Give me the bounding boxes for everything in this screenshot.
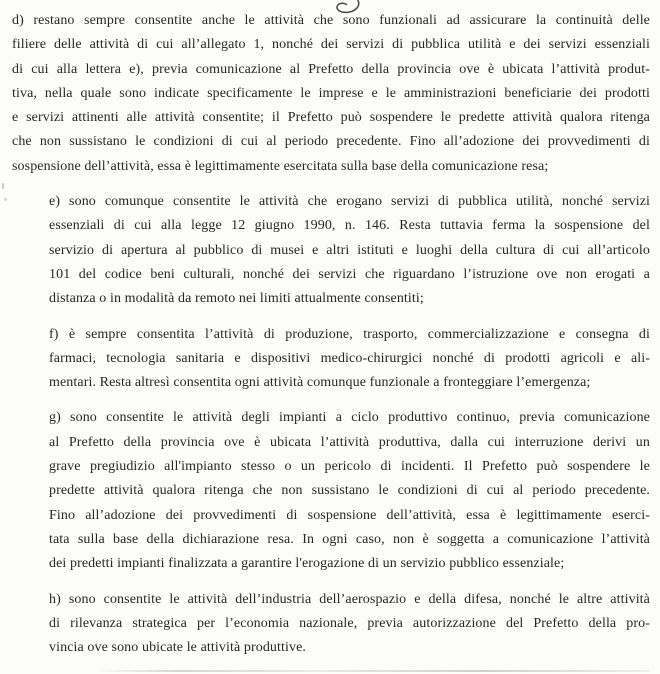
text-line: al Prefetto della provincia ove è ubicata l’attività produttiva, dalla cui interruzione derivi un: [49, 434, 650, 450]
scan-streak-artifact: [95, 670, 650, 672]
text-line: e) sono comunque consentite le attività che erogano servizi di pubblica utilità, nonché servizi: [49, 194, 650, 210]
text-line: di cui alla lettera e), previa comunicazione al Prefetto della provincia ove è ubicata l’attività produt-: [12, 61, 650, 77]
text-line: Fino all’adozione dei provvedimenti di sospensione dell’attività, essa è legittimamente eserci-: [49, 507, 650, 523]
text-line: g) sono consentite le attività degli impianti a ciclo produttivo continuo, previa comunicazione: [49, 410, 650, 426]
paragraph-f: [49, 323, 650, 396]
text-line: essenziali di cui alla legge 12 giugno 1990, n. 146. Resta tuttavia ferma la sospensione del: [49, 218, 650, 234]
text-line: dei predetti impianti finalizzata a garantire l'erogazione di un servizio pubblico essenziale;: [49, 556, 565, 572]
paragraph-e: [49, 190, 650, 311]
text-line: vincia ove sono ubicate le attività produttive.: [49, 640, 307, 656]
paragraph-h: [49, 588, 650, 661]
text-line: sospensione dell’attività, essa è legittimamente esercitata sulla base della comunicazione resa;: [12, 158, 549, 174]
scan-speck-artifact: [4, 198, 7, 201]
text-line: mentari. Resta altresì consentita ogni attività comunque funzionale a fronteggiare l’emergenza;: [49, 375, 591, 391]
text-line: servizio di apertura al pubblico di musei e altri istituti e luoghi della cultura di cui all’articolo: [49, 242, 650, 258]
text-line: di rilevanza strategica per l’economia nazionale, previa autorizzazione del Prefetto della pro-: [49, 615, 650, 631]
text-line: filiere delle attività di cui all’allegato 1, nonché dei servizi di pubblica utilità e dei servizi essenziali: [12, 37, 650, 53]
text-line: farmaci, tecnologia sanitaria e dispositivi medico-chirurgici nonché di prodotti agricoli e ali-: [49, 350, 650, 366]
text-line: che non sussistano le condizioni di cui al periodo precedente. Fino all’adozione dei provvedimenti di: [12, 134, 650, 150]
text-line: h) sono consentite le attività dell’industria dell’aerospazio e della difesa, nonché le altre attività: [49, 591, 650, 607]
text-line: predette attività qualora ritenga che non sussistano le condizioni di cui al periodo precedente.: [49, 483, 650, 499]
text-line: distanza o in modalità da remoto nei limiti attualmente consentiti;: [49, 291, 424, 307]
text-line: tata sulla base della dichiarazione resa. In ogni caso, non è soggetta a comunicazione l’attività: [49, 531, 650, 547]
text-line: e servizi attinenti alle attività consentite; il Prefetto può sospendere le predette attività qualora ritenga: [12, 110, 650, 126]
paragraph-g: [49, 406, 650, 576]
paragraph-d: [12, 9, 650, 179]
text-line: grave pregiudizio all'impianto stesso o un pericolo di incidenti. Il Prefetto può sospendere le: [49, 459, 650, 475]
scan-speck-artifact: [2, 183, 4, 189]
document-page: [12, 9, 650, 660]
text-line: f) è sempre consentita l’attività di produzione, trasporto, commercializzazione e consegna di: [49, 326, 650, 342]
text-line: 101 del codice beni culturali, nonché dei servizi che riguardano l’istruzione ove non erogati a: [49, 266, 650, 282]
text-line: d) restano sempre consentite anche le attività che sono funzionali ad assicurare la continuità delle: [12, 13, 650, 28]
text-line: tiva, nella quale sono indicate specificamente le imprese e le amministrazioni beneficiarie dei prodotti: [12, 85, 650, 101]
